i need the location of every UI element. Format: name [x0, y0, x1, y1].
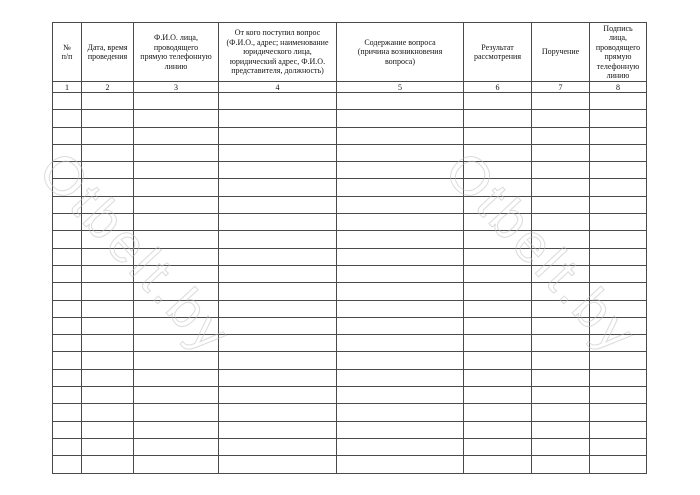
empty-cell	[53, 127, 82, 144]
journal-table	[52, 22, 647, 474]
table-row	[53, 335, 647, 352]
empty-cell	[464, 196, 532, 213]
empty-cell	[532, 231, 590, 248]
empty-cell	[337, 421, 464, 438]
column-number: 5	[337, 82, 464, 93]
empty-cell	[134, 352, 219, 369]
empty-cell	[590, 162, 647, 179]
empty-cell	[219, 283, 337, 300]
empty-cell	[219, 456, 337, 473]
empty-cell	[53, 231, 82, 248]
column-number: 3	[134, 82, 219, 93]
empty-cell	[219, 369, 337, 386]
empty-cell	[82, 144, 134, 161]
empty-cell	[219, 162, 337, 179]
empty-cell	[337, 438, 464, 455]
empty-cell	[53, 110, 82, 127]
empty-cell	[82, 110, 134, 127]
table-row	[53, 317, 647, 334]
empty-cell	[219, 214, 337, 231]
header-row	[53, 23, 647, 82]
column-number: 8	[590, 82, 647, 93]
empty-cell	[82, 387, 134, 404]
column-number: 7	[532, 82, 590, 93]
empty-cell	[134, 127, 219, 144]
table-row	[53, 110, 647, 127]
empty-cell	[82, 317, 134, 334]
empty-cell	[134, 179, 219, 196]
empty-cell	[53, 456, 82, 473]
empty-cell	[337, 144, 464, 161]
empty-cell	[82, 456, 134, 473]
empty-cell	[590, 231, 647, 248]
empty-cell	[53, 196, 82, 213]
header-operator-name: Ф.И.О. лица, проводящего прямую телефонную линию	[134, 23, 219, 82]
empty-cell	[532, 352, 590, 369]
empty-cell	[532, 248, 590, 265]
empty-cell	[532, 179, 590, 196]
empty-cell	[464, 352, 532, 369]
empty-cell	[337, 93, 464, 110]
empty-cell	[532, 127, 590, 144]
table-row	[53, 369, 647, 386]
empty-cell	[219, 127, 337, 144]
empty-cell	[134, 248, 219, 265]
empty-cell	[590, 352, 647, 369]
empty-cell	[53, 283, 82, 300]
empty-cell	[219, 265, 337, 282]
empty-cell	[53, 144, 82, 161]
empty-cell	[53, 438, 82, 455]
empty-cell	[590, 196, 647, 213]
header-signature: Подпись лица, проводящего прямую телефонную линию	[590, 23, 647, 82]
table-row	[53, 179, 647, 196]
table-row	[53, 404, 647, 421]
empty-cell	[464, 231, 532, 248]
watermark-left: Otbelt.by	[27, 140, 244, 366]
empty-cell	[337, 317, 464, 334]
empty-cell	[82, 335, 134, 352]
empty-cell	[464, 283, 532, 300]
empty-cell	[590, 421, 647, 438]
empty-cell	[590, 300, 647, 317]
table-row	[53, 387, 647, 404]
empty-cell	[134, 283, 219, 300]
empty-cell	[219, 352, 337, 369]
empty-cell	[464, 438, 532, 455]
empty-cell	[464, 335, 532, 352]
empty-cell	[219, 93, 337, 110]
empty-cell	[590, 248, 647, 265]
empty-cell	[532, 144, 590, 161]
empty-cell	[590, 283, 647, 300]
empty-cell	[337, 352, 464, 369]
empty-cell	[532, 300, 590, 317]
empty-cell	[532, 196, 590, 213]
empty-cell	[337, 456, 464, 473]
empty-cell	[219, 110, 337, 127]
empty-cell	[219, 179, 337, 196]
empty-cell	[337, 110, 464, 127]
empty-cell	[82, 404, 134, 421]
empty-cell	[337, 335, 464, 352]
empty-cell	[590, 93, 647, 110]
empty-cell	[82, 179, 134, 196]
empty-cell	[590, 127, 647, 144]
empty-cell	[219, 144, 337, 161]
empty-cell	[532, 162, 590, 179]
empty-cell	[53, 248, 82, 265]
empty-cell	[53, 265, 82, 282]
empty-cell	[337, 369, 464, 386]
column-number: 4	[219, 82, 337, 93]
empty-cell	[532, 335, 590, 352]
empty-cell	[82, 283, 134, 300]
empty-cell	[532, 369, 590, 386]
empty-cell	[590, 438, 647, 455]
empty-cell	[134, 231, 219, 248]
empty-cell	[219, 421, 337, 438]
empty-cell	[53, 387, 82, 404]
header-number: № п/п	[53, 23, 82, 82]
watermark-right: Otbelt.by	[433, 140, 650, 366]
journal-sheet	[52, 22, 646, 462]
table-body	[53, 93, 647, 474]
table-row	[53, 352, 647, 369]
column-number: 6	[464, 82, 532, 93]
empty-cell	[82, 162, 134, 179]
empty-cell	[134, 93, 219, 110]
empty-cell	[590, 387, 647, 404]
empty-cell	[82, 300, 134, 317]
empty-cell	[134, 196, 219, 213]
empty-cell	[53, 162, 82, 179]
empty-cell	[337, 300, 464, 317]
empty-cell	[590, 404, 647, 421]
empty-cell	[219, 317, 337, 334]
empty-cell	[53, 179, 82, 196]
empty-cell	[134, 162, 219, 179]
table-row	[53, 300, 647, 317]
header-question-content: Содержание вопроса (причина возникновения вопроса)	[337, 23, 464, 82]
empty-cell	[219, 404, 337, 421]
empty-cell	[464, 144, 532, 161]
empty-cell	[53, 214, 82, 231]
empty-cell	[337, 387, 464, 404]
empty-cell	[134, 335, 219, 352]
empty-cell	[337, 214, 464, 231]
empty-cell	[82, 369, 134, 386]
empty-cell	[337, 265, 464, 282]
empty-cell	[53, 93, 82, 110]
empty-cell	[82, 196, 134, 213]
table-row	[53, 283, 647, 300]
empty-cell	[134, 404, 219, 421]
empty-cell	[532, 283, 590, 300]
table-row	[53, 421, 647, 438]
header-result: Результат рассмотрения	[464, 23, 532, 82]
empty-cell	[134, 369, 219, 386]
empty-cell	[532, 110, 590, 127]
column-number: 2	[82, 82, 134, 93]
table-row	[53, 265, 647, 282]
empty-cell	[82, 248, 134, 265]
empty-cell	[532, 404, 590, 421]
empty-cell	[464, 110, 532, 127]
table-row	[53, 196, 647, 213]
empty-cell	[337, 248, 464, 265]
table-row	[53, 214, 647, 231]
empty-cell	[590, 179, 647, 196]
empty-cell	[53, 421, 82, 438]
empty-cell	[219, 300, 337, 317]
empty-cell	[464, 248, 532, 265]
empty-cell	[464, 300, 532, 317]
table-row	[53, 93, 647, 110]
empty-cell	[219, 196, 337, 213]
empty-cell	[464, 317, 532, 334]
empty-cell	[464, 265, 532, 282]
empty-cell	[590, 317, 647, 334]
table-row	[53, 248, 647, 265]
table-row	[53, 162, 647, 179]
empty-cell	[219, 387, 337, 404]
empty-cell	[219, 335, 337, 352]
empty-cell	[590, 110, 647, 127]
empty-cell	[532, 317, 590, 334]
empty-cell	[82, 265, 134, 282]
empty-cell	[82, 127, 134, 144]
column-number: 1	[53, 82, 82, 93]
table-row	[53, 231, 647, 248]
empty-cell	[464, 404, 532, 421]
table-row	[53, 456, 647, 473]
empty-cell	[532, 265, 590, 282]
empty-cell	[82, 421, 134, 438]
empty-cell	[464, 369, 532, 386]
empty-cell	[134, 438, 219, 455]
header-assignment: Поручение	[532, 23, 590, 82]
empty-cell	[219, 248, 337, 265]
empty-cell	[53, 404, 82, 421]
empty-cell	[134, 456, 219, 473]
empty-cell	[219, 231, 337, 248]
empty-cell	[464, 93, 532, 110]
empty-cell	[134, 421, 219, 438]
empty-cell	[82, 352, 134, 369]
empty-cell	[134, 144, 219, 161]
empty-cell	[590, 214, 647, 231]
empty-cell	[337, 162, 464, 179]
table-row	[53, 144, 647, 161]
column-number-row	[53, 82, 647, 93]
empty-cell	[337, 404, 464, 421]
empty-cell	[464, 162, 532, 179]
empty-cell	[82, 93, 134, 110]
empty-cell	[53, 335, 82, 352]
header-date-time: Дата, время проведения	[82, 23, 134, 82]
empty-cell	[337, 283, 464, 300]
empty-cell	[134, 300, 219, 317]
empty-cell	[134, 265, 219, 282]
empty-cell	[134, 387, 219, 404]
empty-cell	[337, 196, 464, 213]
empty-cell	[532, 456, 590, 473]
table-row	[53, 438, 647, 455]
empty-cell	[532, 387, 590, 404]
empty-cell	[464, 214, 532, 231]
empty-cell	[464, 179, 532, 196]
empty-cell	[532, 214, 590, 231]
empty-cell	[219, 438, 337, 455]
empty-cell	[337, 127, 464, 144]
empty-cell	[532, 438, 590, 455]
empty-cell	[464, 127, 532, 144]
empty-cell	[82, 231, 134, 248]
header-caller: От кого поступил вопрос (Ф.И.О., адрес; наименование юридического лица, юридический адрес, Ф.И.О. представителя, должность)	[219, 23, 337, 82]
empty-cell	[53, 369, 82, 386]
empty-cell	[590, 369, 647, 386]
empty-cell	[53, 300, 82, 317]
empty-cell	[53, 352, 82, 369]
empty-cell	[590, 144, 647, 161]
empty-cell	[590, 265, 647, 282]
empty-cell	[134, 214, 219, 231]
empty-cell	[134, 317, 219, 334]
empty-cell	[532, 421, 590, 438]
empty-cell	[337, 231, 464, 248]
empty-cell	[464, 387, 532, 404]
table-row	[53, 127, 647, 144]
empty-cell	[53, 317, 82, 334]
empty-cell	[134, 110, 219, 127]
empty-cell	[590, 456, 647, 473]
empty-cell	[337, 179, 464, 196]
empty-cell	[82, 438, 134, 455]
empty-cell	[464, 421, 532, 438]
empty-cell	[82, 214, 134, 231]
empty-cell	[590, 335, 647, 352]
empty-cell	[532, 93, 590, 110]
empty-cell	[464, 456, 532, 473]
